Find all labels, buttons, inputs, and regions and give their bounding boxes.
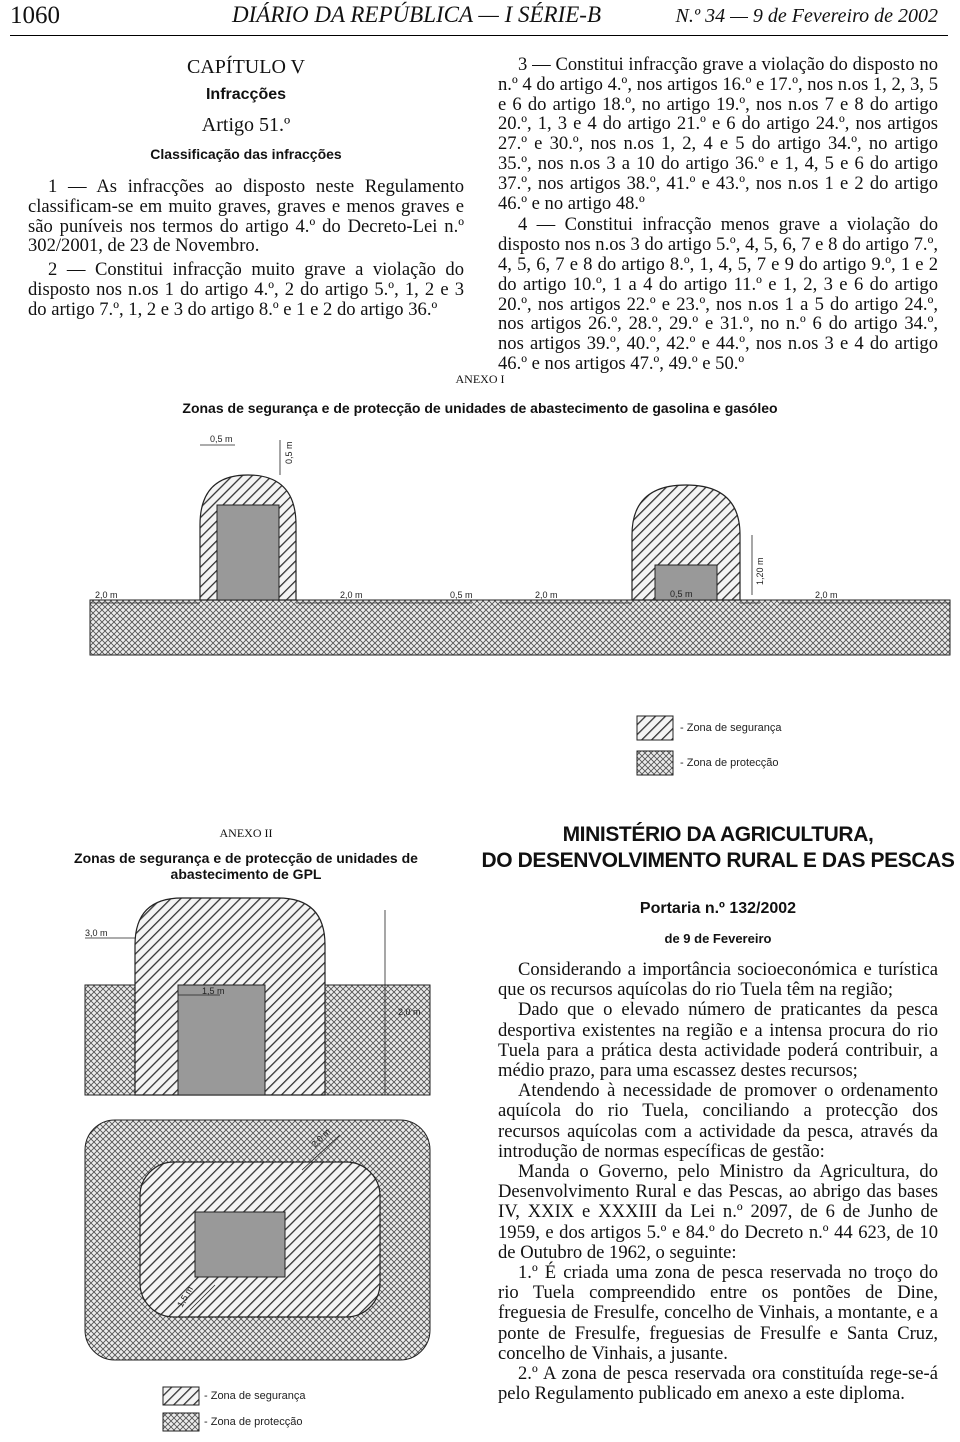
annex1-label: ANEXO I: [455, 372, 505, 386]
page-number: 1060: [10, 2, 60, 29]
ministry-heading: [480, 822, 956, 874]
annex1-dim-8: 1,20 m: [755, 557, 765, 585]
portaria-paragraph-5: 1.º É criada uma zona de pesca reservada no troço do rio Tuela compreendido entre os pontões de Dine, freguesia de Fresulfe, concelho de Vinhais, a montante, e a ponte de Fresulfe, freguesias de Fresulfe e Santa Cruz, concelho de Vinhais, a jusante.: [498, 1262, 938, 1364]
article-heading: Artigo 51.º: [201, 114, 291, 136]
page-header: [0, 0, 960, 40]
chapter-heading: CAPÍTULO V: [187, 56, 305, 78]
portaria-paragraph-3: Atendendo à necessidade de promover o ordenamento aquícola do rio Tuela, conciliando a protecção dos recursos aquícolas com a actividade da pesca, através da introdução de normas específicas de gestão:: [498, 1080, 938, 1162]
portaria-paragraph-1: Considerando a importância socioeconómica e turística que os recursos aquícolas do rio Tuela têm na região;: [498, 959, 938, 1001]
annex1-dim-5: 0,5 m: [450, 590, 473, 600]
portaria-paragraph-2: Dado que o elevado número de praticantes da pesca desportiva existentes na região e a intensa procura do rio Tuela para a prática desta actividade poderá contribuir, a médio prazo, para uma escassez destes recursos;: [498, 999, 938, 1082]
annex1-dim-2: 0,5 m: [284, 441, 294, 464]
publication-title: DIÁRIO DA REPÚBLICA — I SÉRIE-B: [232, 2, 601, 27]
left-column: [28, 55, 464, 320]
annex1-dim-6: 2,0 m: [535, 590, 558, 600]
issue-date: N.º 34 — 9 de Fevereiro de 2002: [675, 5, 938, 27]
annex1-dim-9: 2,0 m: [815, 590, 838, 600]
ministry-name-line1: MINISTÉRIO DA AGRICULTURA,: [562, 823, 874, 846]
annex2-legend-prot-label: - Zona de protecção: [204, 1416, 303, 1428]
paragraph-3: 3 — Constitui infracção grave a violação do disposto no n.º 4 do artigo 4.º, nos artigos 16.º e 17.º, nos n.os 1, 2, 3, 5 e 6 do artigo 18.º, no artigo 19.º, nos n.os 7 e 8 do artigo 20.º, 1, 3 e 4 do artigo 21.º e 6 do artigo 24.º, nos artigos 27.º e 30.º, nos n.os 1, 2, 4 e 5 do artigo 34.º, no artigo 35.º, nos n.os 3 a 10 do artigo 36.º e 1, 4, 5 e 6 do artigo 37.º, nos artigos 38.º, 41.º e 43.º, nos n.os 1 e 2 do artigo 46.º e no artigo 48.º: [498, 54, 938, 214]
annex1-diagram: [0, 430, 960, 660]
portaria-paragraph-6: 2.º A zona de pesca reservada ora constituída rege-se-á pelo Regulamento publicado em anexo a este diploma.: [498, 1363, 938, 1405]
portaria-number: Portaria n.º 132/2002: [639, 900, 797, 917]
annex1-dim-7: 0,5 m: [670, 589, 693, 599]
annex2-plan-tank: [195, 1212, 285, 1277]
chapter-title: Infracções: [205, 86, 287, 103]
paragraph-1: 1 — As infracções ao disposto neste Regulamento classificam-se em muito graves, graves e menos graves e são puníveis nos termos do artigo 4.º do Decreto-Lei n.º 302/2001, de 23 de Novembro.: [28, 176, 464, 257]
annex2-dim-1: 3,0 m: [85, 928, 108, 938]
annex1-legend-prot-swatch: [636, 750, 674, 776]
annex2-dim-2: 1,5 m: [202, 986, 225, 996]
article-title: Classificação das infracções: [150, 146, 342, 162]
annex1-legend-seg-swatch: [636, 715, 674, 741]
annex1-legend-prot-label: - Zona de protecção: [680, 757, 779, 769]
annex1-title: Zonas de segurança e de protecção de unidades de abastecimento de gasolina e gasóleo: [182, 400, 778, 416]
annex2-legend-seg-label: - Zona de segurança: [204, 1390, 306, 1402]
annex1-legend-seg-label: - Zona de segurança: [680, 722, 782, 734]
annex2-dim-3: 2,0 m: [398, 1007, 421, 1017]
annex1-dim-3: 2,0 m: [95, 590, 118, 600]
annex2-label: ANEXO II: [219, 826, 273, 840]
annex2-diagram: [40, 890, 460, 1380]
header-rule: [10, 35, 948, 36]
annex1-dim-4: 2,0 m: [340, 590, 363, 600]
paragraph-4: 4 — Constitui infracção menos grave a violação do disposto nos n.os 3 do artigo 5.º, 4, 5, 6, 7 e 8 do artigo 7.º, 4, 5, 6, 7 e 8 do artigo 8.º, 1, 4, 5, 7 e 9 do artigo 9.º, 1 e 2 do artigo 10.º, 1 a 4 do artigo 11.º e 1, 2, 3 e 6 do artigo 20.º, nos artigos 22.º e 23.º, nos n.os 1 a 5 do artigo 24.º, nos artigos 26.º, 28.º, 29.º e 31.º, no n.º 6 do artigo 34.º, nos artigos 39.º, 40.º, 42.º e 44.º, nos n.os 3 e 4 do artigo 46.º e nos artigos 47.º, 49.º e 50.º: [498, 214, 938, 374]
annex2-dim-5: 1,5 m: [175, 1284, 195, 1309]
annex2-legend-prot-swatch: [162, 1412, 200, 1432]
annex2-elev-tank: [178, 985, 265, 1095]
annex1-pump-left: [217, 505, 279, 600]
ministry-name-line2: DO DESENVOLVIMENTO RURAL E DAS PESCAS: [481, 849, 955, 872]
annex2-legend-seg-swatch: [162, 1386, 200, 1406]
annex2-dim-4: 2,0 m: [309, 1126, 333, 1150]
portaria-paragraph-4: Manda o Governo, pelo Ministro da Agricultura, do Desenvolvimento Rural e das Pescas, ao abrigo das bases IV, XXIX e XXXIII da Lei n.º 2097, de 6 de Junho de 1959, e dos artigos 5.º e 84.º do Decreto n.º 44 623, de 10 de Outubro de 1962, o seguinte:: [498, 1161, 938, 1263]
portaria-body: [498, 960, 938, 1404]
annex2-title: Zonas de segurança e de protecção de unidades de abastecimento de GPL: [74, 850, 418, 882]
paragraph-2: 2 — Constitui infracção muito grave a violação do disposto nos n.os 1 do artigo 4.º, 2 do artigo 5.º, 1, 2 e 3 do artigo 7.º, 1, 2 e 3 do artigo 8.º e 1 e 2 do artigo 36.º: [28, 259, 464, 320]
annex1-protection-band: [90, 600, 950, 655]
portaria-date: de 9 de Fevereiro: [664, 931, 772, 946]
annex1-dim-1: 0,5 m: [210, 434, 233, 444]
right-column: [498, 55, 938, 374]
